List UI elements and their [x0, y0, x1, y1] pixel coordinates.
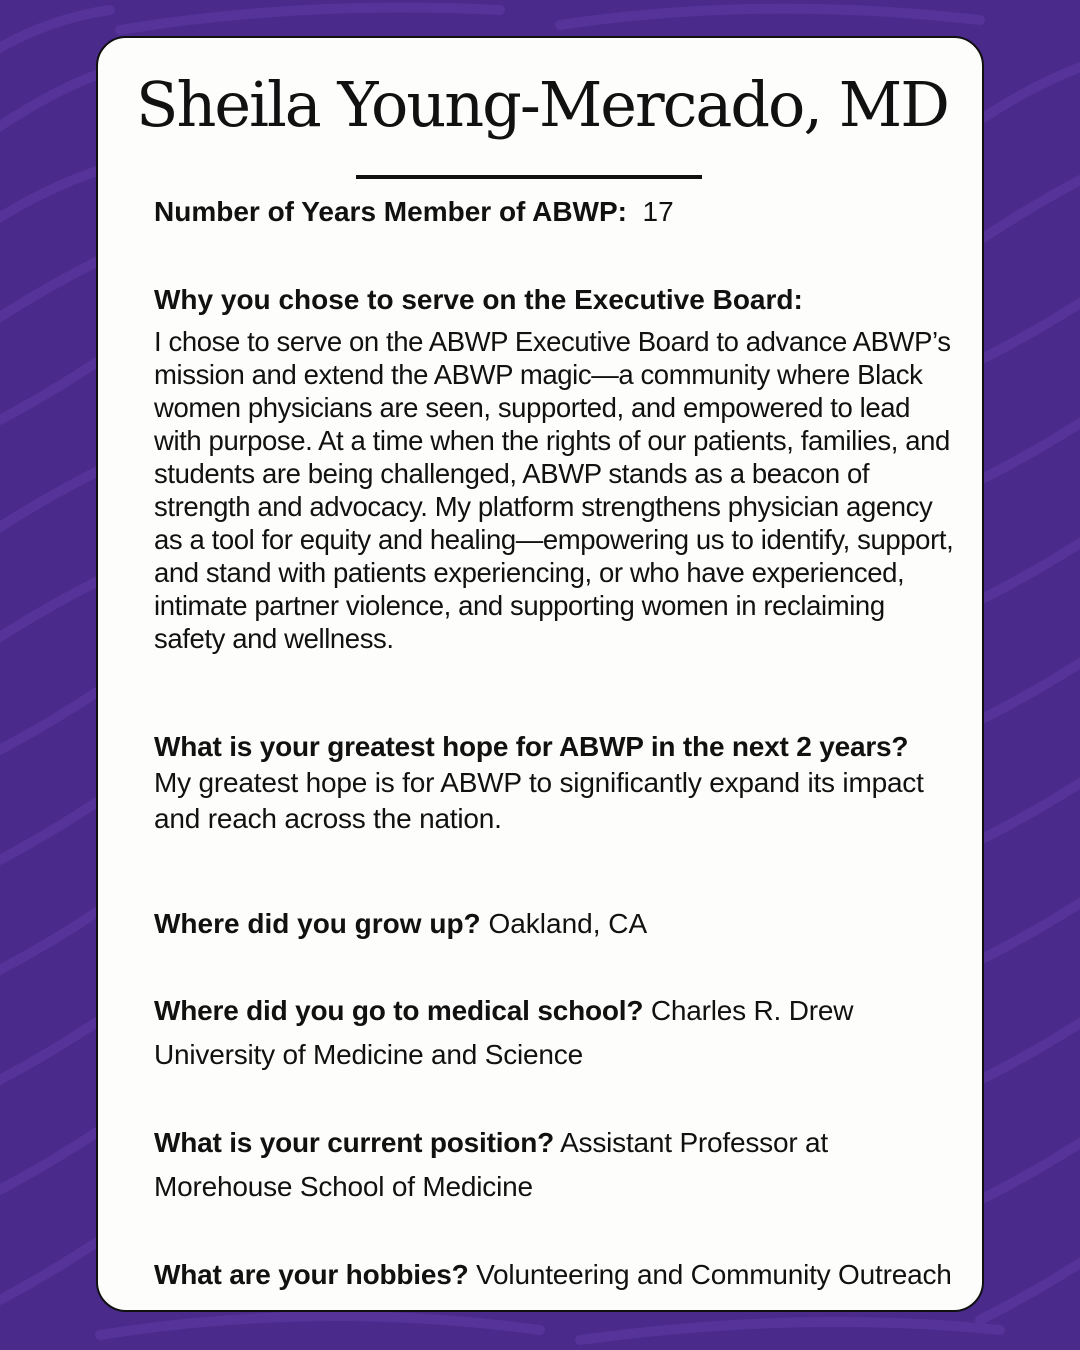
- current-position-question: What is your current position?: [154, 1127, 555, 1158]
- page-title: Sheila Young-Mercado, MD: [136, 68, 948, 141]
- hobbies-question: What are your hobbies?: [154, 1259, 469, 1290]
- years-member-row: [154, 196, 674, 228]
- years-member-question: Number of Years Member of ABWP:: [154, 196, 627, 227]
- greatest-hope-question: What is your greatest hope for ABWP in the next 2 years?: [154, 731, 909, 762]
- executive-board-question: Why you chose to serve on the Executive Board:: [154, 284, 803, 315]
- grow-up-answer: Oakland, CA: [488, 908, 648, 939]
- executive-board-answer: I chose to serve on the ABWP Executive Board to advance ABWP’s mission and extend the ABWP magic—a community where Black women physicians are seen, supported, and empowered to lead with purpose. At a time when the rights of our patients, families, and students are being challenged, ABWP stands as a beacon of strength and advocacy. My platform strengthens physician agency as a tool for equity and healing—empowering us to identify, support, and stand with patients experiencing, or who have experienced, intimate partner violence, and supporting women in reclaiming safety and wellness.: [154, 326, 954, 654]
- medical-school-row: [154, 989, 954, 1077]
- title-divider: [356, 175, 702, 179]
- hobbies-answer: Volunteering and Community Outreach: [476, 1259, 952, 1290]
- greatest-hope-answer: My greatest hope is for ABWP to significantly expand its impact and reach across the nation.: [154, 767, 924, 834]
- medical-school-answer: Charles R. Drew University of Medicine and Science: [154, 995, 854, 1070]
- current-position-row: [154, 1121, 954, 1209]
- greatest-hope-row: [154, 729, 944, 837]
- years-member-answer: 17: [642, 196, 674, 227]
- current-position-answer: Assistant Professor at Morehouse School of Medicine: [154, 1127, 828, 1202]
- medical-school-question: Where did you go to medical school?: [154, 995, 644, 1026]
- hobbies-row: [154, 1253, 954, 1297]
- grow-up-row: [154, 908, 647, 940]
- profile-card: [96, 36, 984, 1312]
- grow-up-question: Where did you grow up?: [154, 908, 481, 939]
